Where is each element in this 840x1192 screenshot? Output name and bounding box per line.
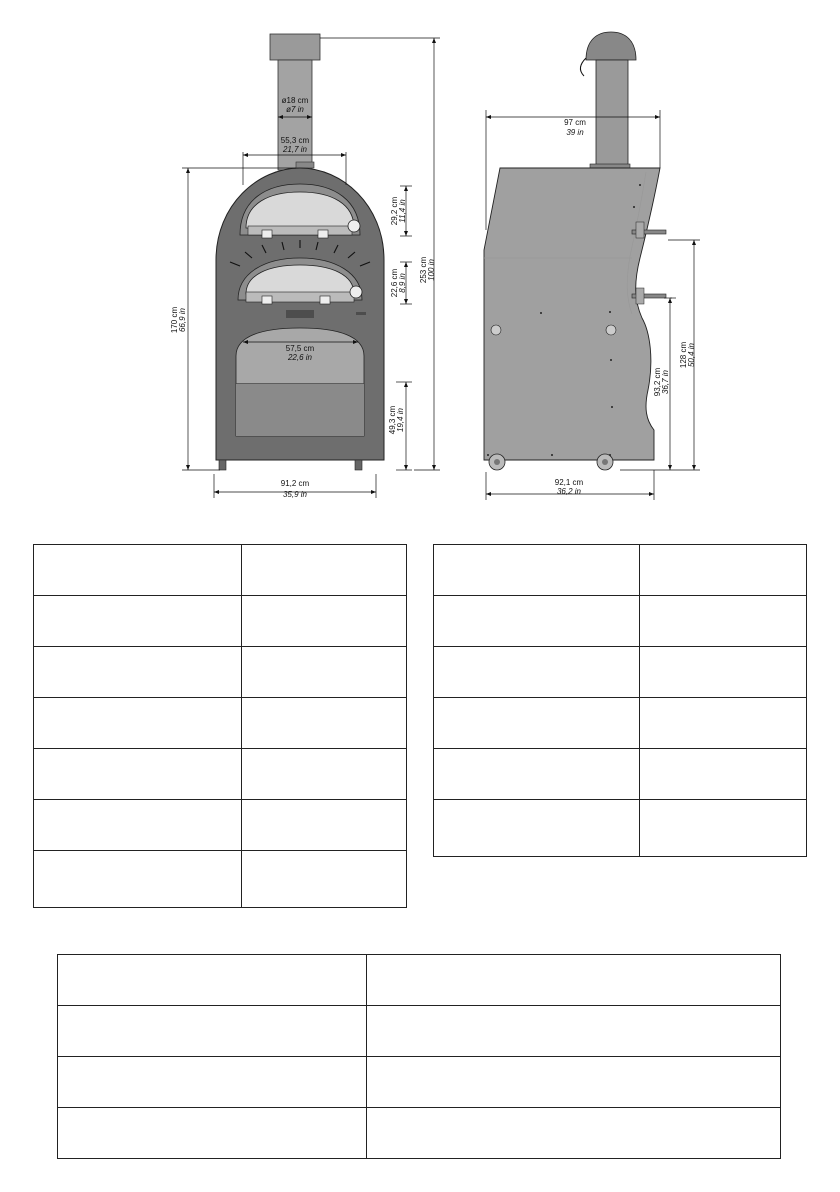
table-row xyxy=(34,800,407,851)
chimney-diameter-in: ø7 in xyxy=(286,105,304,114)
table-cell xyxy=(367,955,781,1006)
base-depth-cm: 92,1 cm xyxy=(554,478,584,487)
lower-height-in: 36,7 in xyxy=(661,369,670,395)
table-row xyxy=(34,749,407,800)
table-cell xyxy=(640,596,807,647)
table-cell xyxy=(34,851,242,908)
table-cell xyxy=(434,647,640,698)
table-row xyxy=(34,851,407,908)
chimney-cap-dome xyxy=(586,32,636,60)
upper-door-height-in: 11,4 in xyxy=(398,199,407,223)
technical-drawing xyxy=(0,0,840,530)
table-row xyxy=(434,647,807,698)
lower-height-cm: 93,2 cm xyxy=(653,367,662,397)
table-cell xyxy=(434,596,640,647)
table-row xyxy=(434,596,807,647)
table-cell xyxy=(34,749,242,800)
table-row xyxy=(34,647,407,698)
table-row xyxy=(58,1108,781,1159)
front-view xyxy=(170,34,440,499)
brand-logo xyxy=(286,310,314,318)
side-chimney-pipe xyxy=(596,60,628,168)
upper-thermometer-icon xyxy=(348,220,360,232)
upper-height-cm: 128 cm xyxy=(679,341,688,369)
table-cell xyxy=(242,596,407,647)
chimney-cap xyxy=(270,34,320,60)
table-cell xyxy=(640,698,807,749)
table-cell xyxy=(58,1108,367,1159)
total-height-in: 100 in xyxy=(427,259,436,281)
base-depth-in: 36,2 in xyxy=(556,487,582,496)
table-cell xyxy=(367,1006,781,1057)
top-width-in: 21,7 in xyxy=(282,145,308,154)
table-cell xyxy=(640,647,807,698)
side-knob xyxy=(491,325,501,335)
table-row xyxy=(58,1006,781,1057)
spec-table-right xyxy=(433,544,807,857)
top-width-cm: 55,3 cm xyxy=(280,136,310,145)
side-view xyxy=(484,32,700,500)
table-cell xyxy=(242,851,407,908)
table-cell xyxy=(640,545,807,596)
table-cell xyxy=(434,749,640,800)
table-cell xyxy=(640,749,807,800)
lower-door-height-in: 8,9 in xyxy=(398,273,407,293)
table-cell xyxy=(640,800,807,857)
lower-door-height-cm: 22,6 cm xyxy=(390,268,399,298)
table-cell xyxy=(34,800,242,851)
table-row xyxy=(34,596,407,647)
table-row xyxy=(58,955,781,1006)
table-row xyxy=(34,545,407,596)
total-height-cm: 253 cm xyxy=(419,256,428,284)
base-width-cm: 91,2 cm xyxy=(280,479,310,488)
table-cell xyxy=(434,698,640,749)
table-row xyxy=(434,698,807,749)
depth-top-cm: 97 cm xyxy=(564,118,586,127)
table-cell xyxy=(58,955,367,1006)
upper-height-in: 50,4 in xyxy=(687,342,696,368)
table-cell xyxy=(367,1108,781,1159)
cabinet-width-cm: 57,5 cm xyxy=(285,344,315,353)
table-cell xyxy=(58,1006,367,1057)
cabinet-height-cm: 49,3 cm xyxy=(388,405,397,435)
table-row xyxy=(34,698,407,749)
side-body xyxy=(484,168,660,460)
table-cell xyxy=(34,698,242,749)
table-cell xyxy=(242,545,407,596)
table-row xyxy=(434,749,807,800)
body-height-in: 66,9 in xyxy=(178,307,187,333)
table-row xyxy=(58,1057,781,1108)
table-cell xyxy=(34,647,242,698)
table-cell xyxy=(242,647,407,698)
table-cell xyxy=(242,800,407,851)
chimney-diameter-cm: ø18 cm xyxy=(281,96,309,105)
table-cell xyxy=(434,800,640,857)
table-row xyxy=(434,545,807,596)
cabinet-height-in: 19,4 in xyxy=(396,407,405,433)
base-width-in: 35,9 in xyxy=(282,490,308,499)
table-row xyxy=(434,800,807,857)
spec-table-bottom xyxy=(57,954,781,1159)
body-height-cm: 170 cm xyxy=(170,306,179,334)
table-cell xyxy=(58,1057,367,1108)
spec-table-left xyxy=(33,544,407,908)
lower-thermometer-icon xyxy=(350,286,362,298)
table-cell xyxy=(242,749,407,800)
upper-door-height-cm: 29,2 cm xyxy=(390,196,399,226)
table-cell xyxy=(434,545,640,596)
table-cell xyxy=(34,596,242,647)
table-cell xyxy=(242,698,407,749)
cabinet-width-in: 22,6 in xyxy=(287,353,313,362)
depth-top-in: 39 in xyxy=(566,128,584,137)
table-cell xyxy=(367,1057,781,1108)
table-cell xyxy=(34,545,242,596)
